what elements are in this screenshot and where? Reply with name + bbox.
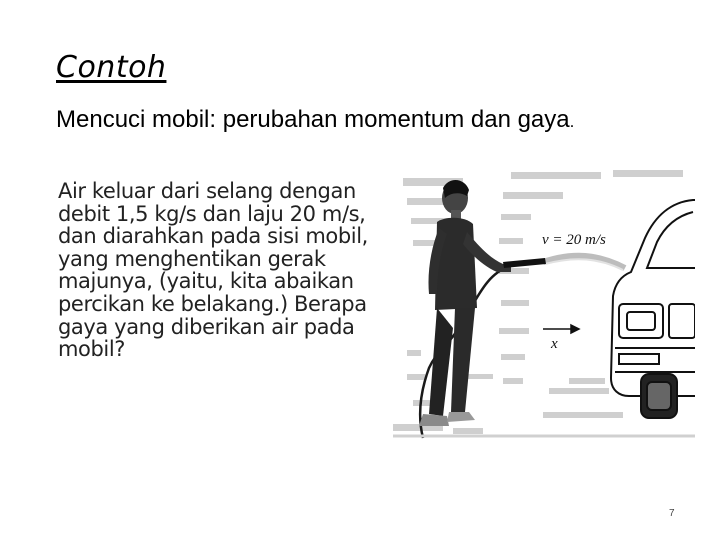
subtitle-text: Mencuci mobil: perubahan momentum dan gaya — [56, 106, 570, 133]
subtitle-period: . — [569, 112, 575, 131]
page-number: 7 — [669, 508, 675, 519]
slide-title: Contoh — [56, 50, 167, 85]
x-axis-arrow — [543, 325, 579, 333]
problem-text: Air keluar dari selang dengan debit 1,5 kg/s dan laju 20 m/s, dan diarahkan pada sisi mobil, yang menghentikan gerak majunya, (yaitu, kita abaikan percikan ke belakang.) Berapa gaya yang diberikan air pada mobil? — [58, 179, 368, 362]
slide-subtitle — [56, 104, 656, 138]
car-washing-illustration — [393, 168, 695, 446]
x-axis-label: x — [551, 336, 558, 352]
velocity-label: v = 20 m/s — [542, 232, 606, 248]
car — [611, 200, 695, 418]
